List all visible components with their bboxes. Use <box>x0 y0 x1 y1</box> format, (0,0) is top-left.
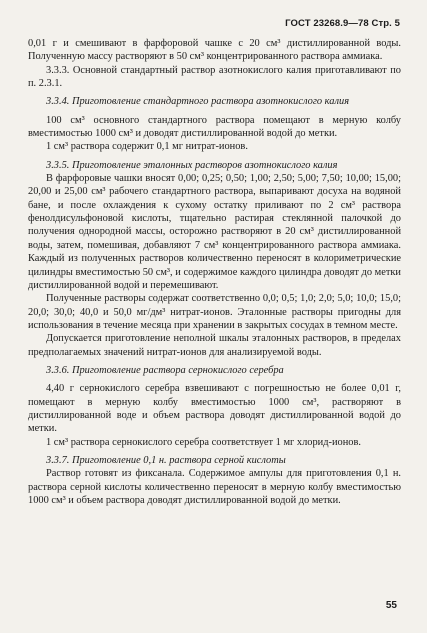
section-heading: 3.3.7. Приготовление 0,1 н. раствора серной кислоты <box>46 454 286 466</box>
section-heading: 3.3.5. Приготовление эталонных растворов азотнокислого калия <box>46 159 338 171</box>
page-number: 55 <box>385 600 397 611</box>
page-header: ГОСТ 23268.9—78 Стр. 5 <box>285 18 400 29</box>
paragraph: 4,40 г сернокислого серебра взвешивают с погрешностью не более 0,01 г, помещают в мерную колбу вместимостью 1000 см³, растворяют в дистиллированной воде и объем раствора доводят дистиллированной водой до метки. <box>28 383 401 435</box>
page-body <box>28 37 401 507</box>
paragraph: 3.3.3. Основной стандартный раствор азотнокислого калия приготавливают по п. 2.3.1. <box>28 64 401 90</box>
paragraph: В фарфоровые чашки вносят 0,00; 0,25; 0,50; 1,00; 2,50; 5,00; 7,50; 10,00; 15,00; 20,00 и 25,00 см³ рабочего стандартного раствора, выпаривают досуха на водяной бане, и после охлаждения к сухому остатку приливают по 2 см³ раствора фенолдисульфоновой кислоты, тщательно растирая стеклянной палочкой до получения однородной массы, осторожно растворяют в 20 см³ дистиллированной воды, затем, помешивая, добавляют 7 см³ концентрированного раствора аммиака. Каждый из полученных растворов количественно переносят в колориметрические цилиндры вместимостью 50 см³, и содержимое каждого цилиндра доводят до метки дистиллированной водой и перемешивают. <box>28 173 401 291</box>
paragraph: Раствор готовят из фиксанала. Содержимое ампулы для приготовления 0,1 н. раствора серной кислоты количественно переносят в мерную колбу вместимостью 1000 см³ и объем раствора доводят дистиллированной водой до метки. <box>28 468 401 506</box>
section-heading: 3.3.4. Приготовление стандартного раствора азотнокислого калия <box>46 96 350 108</box>
paragraph: 1 см³ раствора сернокислого серебра соответствует 1 мг хлорид-ионов. <box>46 436 362 448</box>
section-heading: 3.3.6. Приготовление раствора сернокислого серебра <box>46 364 284 376</box>
paragraph: Допускается приготовление неполной шкалы эталонных растворов, в пределах предполагаемых значений нитрат-ионов для анализируемой воды. <box>28 333 401 358</box>
paragraph: 0,01 г и смешивают в фарфоровой чашке с 20 см³ дистиллированной воды. Полученную массу растворяют в 50 см³ концентрированного раствора аммиака. <box>28 38 401 63</box>
paragraph: Полученные растворы содержат соответственно 0,0; 0,5; 1,0; 2,0; 5,0; 10,0; 15,0; 20,0; 30,0; 40,0 и 50,0 мг/дм³ нитрат-ионов. Эталонные растворы пригодны для использования в течение месяца при хранении в закрытых сосудах в темном месте. <box>28 293 401 331</box>
paragraph: 100 см³ основного стандартного раствора помещают в мерную колбу вместимостью 1000 см³ и доводят дистиллированной водой до метки. <box>28 114 401 140</box>
paragraph: 1 см³ раствора содержит 0,1 мг нитрат-ионов. <box>46 141 248 153</box>
